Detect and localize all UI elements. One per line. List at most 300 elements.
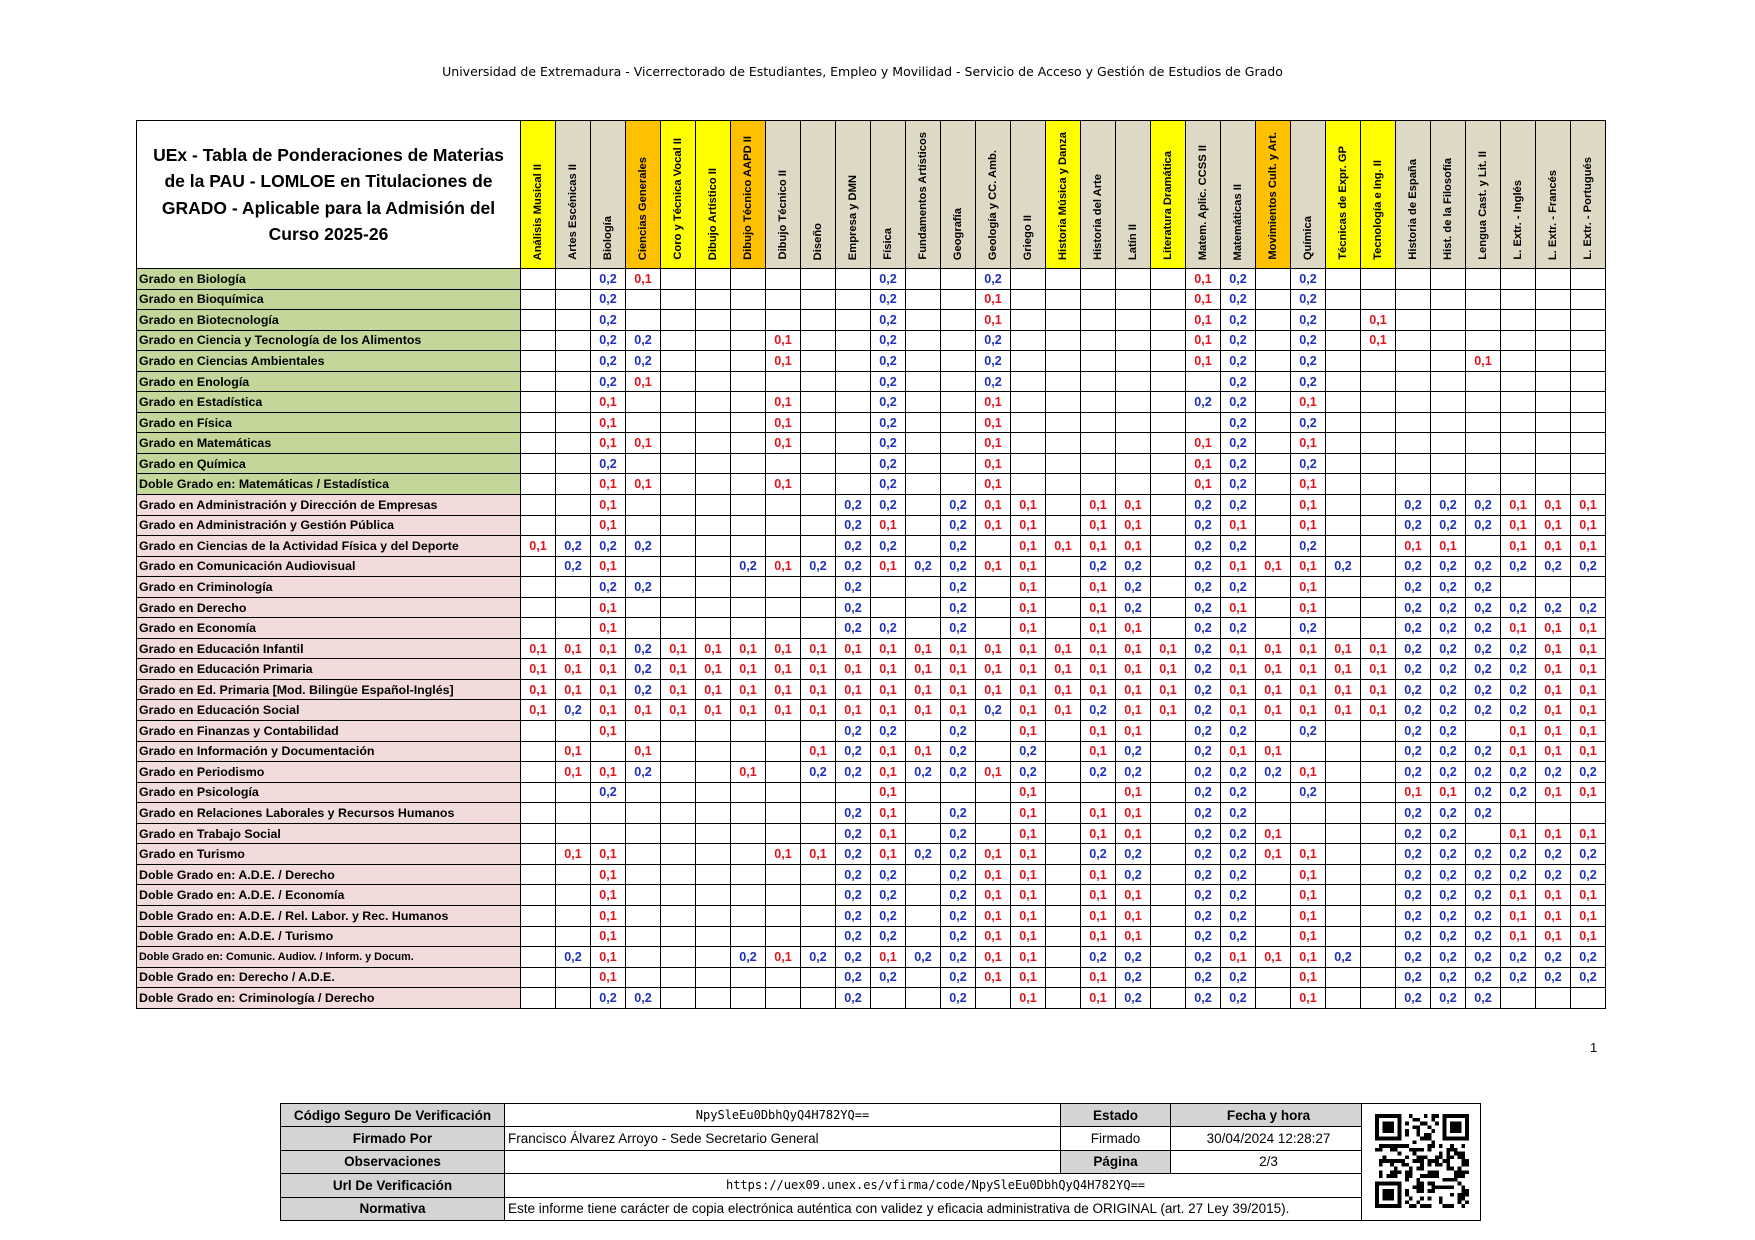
weight-cell xyxy=(766,310,801,331)
weight-cell xyxy=(1326,536,1361,557)
subject-header-label: Geología y CC. Amb. xyxy=(987,149,999,260)
table-row xyxy=(137,371,1606,392)
weight-cell: 0,1 xyxy=(766,556,801,577)
weight-cell xyxy=(1326,310,1361,331)
weight-cell xyxy=(1571,392,1606,413)
weight-cell: 0,2 xyxy=(1186,926,1221,947)
weight-cell: 0,1 xyxy=(1501,905,1536,926)
weight-cell xyxy=(1361,556,1396,577)
weight-cell: 0,2 xyxy=(1396,618,1431,639)
weight-cell xyxy=(731,741,766,762)
verification-url[interactable]: https://uex09.unex.es/vfirma/code/NpySleEu0DbhQyQ4H782YQ== xyxy=(505,1174,1367,1197)
weight-cell xyxy=(1361,864,1396,885)
weight-cell xyxy=(1046,741,1081,762)
weight-cell: 0,2 xyxy=(1291,269,1326,290)
weight-cell xyxy=(556,412,591,433)
degree-name: Doble Grado en: A.D.E. / Derecho xyxy=(137,864,521,885)
weight-cell xyxy=(731,412,766,433)
weight-cell xyxy=(906,330,941,351)
weight-cell: 0,2 xyxy=(1466,597,1501,618)
table-row xyxy=(137,351,1606,372)
weight-cell: 0,2 xyxy=(626,679,661,700)
table-row xyxy=(137,803,1606,824)
weight-cell xyxy=(906,988,941,1009)
weight-cell: 0,2 xyxy=(1396,885,1431,906)
weight-cell: 0,1 xyxy=(626,269,661,290)
weight-cell: 0,1 xyxy=(731,762,766,783)
weight-cell xyxy=(696,988,731,1009)
weight-cell xyxy=(556,988,591,1009)
weight-cell: 0,2 xyxy=(941,515,976,536)
weight-cell xyxy=(731,536,766,557)
weight-cell xyxy=(906,392,941,413)
subject-header xyxy=(1256,121,1291,269)
weight-cell: 0,1 xyxy=(871,947,906,968)
weight-cell: 0,2 xyxy=(941,556,976,577)
weight-cell: 0,1 xyxy=(766,638,801,659)
weight-cell xyxy=(801,371,836,392)
weight-cell: 0,1 xyxy=(1571,926,1606,947)
weight-cell xyxy=(661,289,696,310)
weight-cell: 0,1 xyxy=(696,659,731,680)
weight-cell xyxy=(1361,371,1396,392)
weight-cell: 0,1 xyxy=(871,638,906,659)
weight-cell xyxy=(801,474,836,495)
weight-cell xyxy=(696,864,731,885)
weight-cell xyxy=(976,536,1011,557)
weight-cell xyxy=(1151,823,1186,844)
weight-cell xyxy=(1501,330,1536,351)
weight-cell xyxy=(1011,269,1046,290)
weight-cell: 0,2 xyxy=(871,495,906,516)
weight-cell xyxy=(1046,453,1081,474)
weight-cell xyxy=(906,967,941,988)
weight-cell xyxy=(1466,823,1501,844)
weight-cell xyxy=(731,782,766,803)
weight-cell xyxy=(1501,371,1536,392)
weight-cell: 0,1 xyxy=(1011,700,1046,721)
csv-value: NpySleEu0DbhQyQ4H782YQ== xyxy=(505,1104,1061,1127)
weight-cell: 0,1 xyxy=(1571,638,1606,659)
weight-cell: 0,1 xyxy=(1081,823,1116,844)
weight-cell xyxy=(661,885,696,906)
weight-cell: 0,1 xyxy=(591,556,626,577)
weight-cell: 0,1 xyxy=(976,947,1011,968)
weight-cell: 0,2 xyxy=(906,947,941,968)
weight-cell xyxy=(556,782,591,803)
weight-cell: 0,2 xyxy=(836,721,871,742)
table-row xyxy=(137,536,1606,557)
weight-cell: 0,1 xyxy=(591,433,626,454)
weight-cell: 0,2 xyxy=(1291,330,1326,351)
weight-cell xyxy=(1256,536,1291,557)
weight-cell: 0,1 xyxy=(1081,679,1116,700)
weight-cell xyxy=(766,905,801,926)
weight-cell xyxy=(906,782,941,803)
weight-cell xyxy=(1361,495,1396,516)
weight-cell xyxy=(521,597,556,618)
weight-cell: 0,2 xyxy=(1466,988,1501,1009)
weight-cell: 0,1 xyxy=(1536,823,1571,844)
observaciones-label: Observaciones xyxy=(281,1150,505,1173)
weight-cell xyxy=(871,988,906,1009)
subject-header-label: Dibujo Técnico II xyxy=(777,170,789,260)
weight-cell: 0,2 xyxy=(1186,803,1221,824)
weight-cell xyxy=(1466,392,1501,413)
weight-cell: 0,2 xyxy=(941,721,976,742)
weight-cell xyxy=(1151,618,1186,639)
weight-cell xyxy=(906,495,941,516)
weight-cell xyxy=(906,536,941,557)
weight-cell: 0,2 xyxy=(941,864,976,885)
weight-cell xyxy=(1046,844,1081,865)
weight-cell: 0,2 xyxy=(1396,844,1431,865)
weight-cell: 0,1 xyxy=(1291,556,1326,577)
weight-cell xyxy=(661,453,696,474)
weight-cell: 0,2 xyxy=(1536,864,1571,885)
weight-cell: 0,1 xyxy=(871,741,906,762)
weight-cell: 0,2 xyxy=(1536,967,1571,988)
weight-cell: 0,2 xyxy=(1291,721,1326,742)
weight-cell xyxy=(1081,330,1116,351)
weight-cell xyxy=(1466,536,1501,557)
fecha-value: 30/04/2024 12:28:27 xyxy=(1171,1127,1367,1150)
weight-cell: 0,2 xyxy=(871,330,906,351)
weight-cell xyxy=(556,823,591,844)
subject-header xyxy=(1116,121,1151,269)
weight-cell: 0,2 xyxy=(1291,618,1326,639)
weight-cell: 0,1 xyxy=(1571,905,1606,926)
weight-cell: 0,1 xyxy=(801,700,836,721)
weight-cell xyxy=(731,885,766,906)
weight-cell xyxy=(1396,392,1431,413)
weight-cell: 0,1 xyxy=(1536,679,1571,700)
weight-cell xyxy=(1396,269,1431,290)
weight-cell xyxy=(696,371,731,392)
weight-cell xyxy=(1361,947,1396,968)
weight-cell: 0,2 xyxy=(1396,638,1431,659)
weight-cell: 0,1 xyxy=(1011,926,1046,947)
weight-cell: 0,1 xyxy=(1571,659,1606,680)
table-row xyxy=(137,823,1606,844)
weight-cell xyxy=(661,433,696,454)
weight-cell xyxy=(766,762,801,783)
weight-cell xyxy=(1256,803,1291,824)
weight-cell: 0,2 xyxy=(1396,762,1431,783)
weight-cell: 0,2 xyxy=(1326,556,1361,577)
weight-cell: 0,2 xyxy=(626,638,661,659)
weight-cell: 0,2 xyxy=(941,926,976,947)
weight-cell xyxy=(661,412,696,433)
weight-cell: 0,1 xyxy=(1361,310,1396,331)
weight-cell xyxy=(1151,803,1186,824)
weight-cell xyxy=(1431,412,1466,433)
weight-cell xyxy=(1501,803,1536,824)
weight-cell: 0,2 xyxy=(1396,823,1431,844)
weight-cell xyxy=(626,905,661,926)
weight-cell xyxy=(766,536,801,557)
weight-cell xyxy=(521,803,556,824)
weight-cell xyxy=(731,597,766,618)
weight-cell: 0,2 xyxy=(871,967,906,988)
weight-cell xyxy=(976,782,1011,803)
weight-cell: 0,2 xyxy=(1396,864,1431,885)
weight-cell: 0,1 xyxy=(1011,947,1046,968)
weight-cell xyxy=(941,289,976,310)
table-row xyxy=(137,577,1606,598)
weight-cell: 0,1 xyxy=(1011,782,1046,803)
weight-cell: 0,1 xyxy=(1361,659,1396,680)
weight-cell: 0,1 xyxy=(766,474,801,495)
weight-cell xyxy=(1571,289,1606,310)
weight-cell xyxy=(1536,269,1571,290)
weight-cell: 0,2 xyxy=(871,536,906,557)
weight-cell xyxy=(1011,474,1046,495)
weight-cell: 0,1 xyxy=(906,700,941,721)
weight-cell: 0,2 xyxy=(1431,947,1466,968)
weight-cell xyxy=(1081,433,1116,454)
weight-cell xyxy=(521,495,556,516)
weight-cell: 0,2 xyxy=(1571,762,1606,783)
degree-name: Grado en Economía xyxy=(137,618,521,639)
weight-cell xyxy=(521,453,556,474)
weight-cell xyxy=(976,618,1011,639)
url-label: Url De Verificación xyxy=(281,1174,505,1197)
weight-cell: 0,1 xyxy=(1536,618,1571,639)
weight-cell: 0,1 xyxy=(976,474,1011,495)
weight-cell xyxy=(1046,351,1081,372)
weight-cell: 0,1 xyxy=(1571,741,1606,762)
weight-cell: 0,1 xyxy=(1011,864,1046,885)
weight-cell xyxy=(801,782,836,803)
weight-cell xyxy=(1466,289,1501,310)
degree-name: Grado en Educación Social xyxy=(137,700,521,721)
weight-cell xyxy=(1431,351,1466,372)
weight-cell xyxy=(731,926,766,947)
weight-cell xyxy=(696,803,731,824)
weight-cell: 0,2 xyxy=(1501,782,1536,803)
weight-cell: 0,2 xyxy=(1116,597,1151,618)
weight-cell: 0,1 xyxy=(1291,885,1326,906)
table-title: UEx - Tabla de Ponderaciones de Materias de la PAU - LOMLOE en Titulaciones de GRADO - Aplicable para la Admisión del Curso 2025-26 xyxy=(137,121,521,269)
degree-name: Grado en Trabajo Social xyxy=(137,823,521,844)
weight-cell: 0,1 xyxy=(1571,700,1606,721)
weight-cell xyxy=(1326,885,1361,906)
weight-cell: 0,1 xyxy=(731,638,766,659)
weight-cell: 0,2 xyxy=(1221,844,1256,865)
table-row xyxy=(137,926,1606,947)
weight-cell: 0,1 xyxy=(1256,556,1291,577)
degree-name: Grado en Turismo xyxy=(137,844,521,865)
weight-cell xyxy=(1361,782,1396,803)
weight-cell: 0,2 xyxy=(941,988,976,1009)
weight-cell: 0,1 xyxy=(871,700,906,721)
weight-cell: 0,1 xyxy=(1186,453,1221,474)
weight-cell: 0,2 xyxy=(591,351,626,372)
weight-cell xyxy=(731,433,766,454)
subject-header-label: Fundamentos Artísticos xyxy=(917,132,929,260)
weight-cell xyxy=(731,392,766,413)
weight-cell xyxy=(521,310,556,331)
degree-name: Grado en Relaciones Laborales y Recursos Humanos xyxy=(137,803,521,824)
weight-cell xyxy=(1431,289,1466,310)
weight-cell xyxy=(626,926,661,947)
weight-cell xyxy=(1256,495,1291,516)
weight-cell: 0,1 xyxy=(1116,823,1151,844)
weight-cell xyxy=(1571,474,1606,495)
weight-cell: 0,1 xyxy=(976,844,1011,865)
weight-cell xyxy=(1011,433,1046,454)
weight-cell xyxy=(731,618,766,639)
weight-cell xyxy=(1151,762,1186,783)
table-row xyxy=(137,762,1606,783)
weight-cell xyxy=(1466,474,1501,495)
weight-cell xyxy=(1046,905,1081,926)
weight-cell: 0,1 xyxy=(591,392,626,413)
subject-header-label: Empresa y DMN xyxy=(847,174,859,260)
weight-cell xyxy=(731,495,766,516)
weight-cell xyxy=(906,803,941,824)
weight-cell xyxy=(626,782,661,803)
weight-cell: 0,2 xyxy=(1501,947,1536,968)
weight-cell: 0,2 xyxy=(1466,618,1501,639)
weight-cell: 0,2 xyxy=(871,618,906,639)
weight-cell: 0,2 xyxy=(1466,905,1501,926)
weight-cell: 0,1 xyxy=(1291,864,1326,885)
weight-cell: 0,2 xyxy=(591,371,626,392)
weight-cell: 0,1 xyxy=(871,515,906,536)
weight-cell xyxy=(696,885,731,906)
weight-cell xyxy=(521,844,556,865)
weight-cell: 0,1 xyxy=(1501,741,1536,762)
weight-cell: 0,2 xyxy=(1221,433,1256,454)
weight-cell: 0,1 xyxy=(871,556,906,577)
weight-cell: 0,1 xyxy=(1186,433,1221,454)
weight-cell: 0,2 xyxy=(1116,556,1151,577)
degree-name: Grado en Educación Primaria xyxy=(137,659,521,680)
weight-cell: 0,2 xyxy=(1221,721,1256,742)
weight-cell xyxy=(1151,926,1186,947)
weight-cell xyxy=(941,474,976,495)
fecha-label: Fecha y hora xyxy=(1171,1104,1367,1127)
table-row xyxy=(137,638,1606,659)
normativa-label: Normativa xyxy=(281,1197,505,1220)
weight-cell: 0,2 xyxy=(1431,495,1466,516)
weight-cell xyxy=(1326,433,1361,454)
weight-cell xyxy=(626,495,661,516)
weight-cell: 0,2 xyxy=(1011,762,1046,783)
weight-cell: 0,2 xyxy=(556,947,591,968)
weight-cell: 0,2 xyxy=(1221,330,1256,351)
weight-cell xyxy=(1256,433,1291,454)
weight-cell xyxy=(556,371,591,392)
weight-cell xyxy=(1081,351,1116,372)
weight-cell: 0,2 xyxy=(836,823,871,844)
table-row xyxy=(137,721,1606,742)
weight-cell: 0,2 xyxy=(1291,310,1326,331)
weight-cell xyxy=(1536,988,1571,1009)
weight-cell xyxy=(801,453,836,474)
weight-cell: 0,2 xyxy=(871,453,906,474)
observaciones-value xyxy=(505,1150,1061,1173)
weight-cell xyxy=(836,310,871,331)
weight-cell: 0,1 xyxy=(1046,536,1081,557)
weight-cell: 0,2 xyxy=(1116,967,1151,988)
weight-cell xyxy=(661,556,696,577)
weight-cell xyxy=(556,885,591,906)
weight-cell: 0,1 xyxy=(1221,700,1256,721)
table-row xyxy=(137,679,1606,700)
weight-cell: 0,1 xyxy=(976,638,1011,659)
weight-cell: 0,1 xyxy=(1361,330,1396,351)
weight-cell: 0,2 xyxy=(1571,844,1606,865)
page-header: Universidad de Extremadura - Vicerrectorado de Estudiantes, Empleo y Movilidad - Servicio de Acceso y Gestión de Estudios de Grado xyxy=(442,64,1283,79)
table-row xyxy=(137,967,1606,988)
weight-cell: 0,1 xyxy=(1186,351,1221,372)
weight-cell xyxy=(1116,453,1151,474)
weight-cell: 0,2 xyxy=(941,618,976,639)
weight-cell: 0,2 xyxy=(801,947,836,968)
weight-cell xyxy=(1151,577,1186,598)
weight-cell xyxy=(1151,269,1186,290)
weight-cell: 0,1 xyxy=(1571,679,1606,700)
weight-cell xyxy=(521,864,556,885)
weight-cell: 0,1 xyxy=(906,679,941,700)
table-row xyxy=(137,659,1606,680)
weight-cell xyxy=(1256,330,1291,351)
weight-cell: 0,1 xyxy=(1431,536,1466,557)
weight-cell xyxy=(801,905,836,926)
weight-cell: 0,1 xyxy=(871,659,906,680)
subject-header xyxy=(1291,121,1326,269)
weight-cell: 0,2 xyxy=(1081,762,1116,783)
weight-cell: 0,2 xyxy=(1186,844,1221,865)
weight-cell: 0,1 xyxy=(1291,988,1326,1009)
firmado-por-label: Firmado Por xyxy=(281,1127,505,1150)
weight-cell: 0,2 xyxy=(836,536,871,557)
weight-cell: 0,2 xyxy=(1186,659,1221,680)
degree-name: Grado en Biología xyxy=(137,269,521,290)
weight-cell: 0,2 xyxy=(591,289,626,310)
weight-cell: 0,2 xyxy=(1221,885,1256,906)
weight-cell xyxy=(661,721,696,742)
weight-cell: 0,2 xyxy=(1186,988,1221,1009)
weight-cell xyxy=(1256,967,1291,988)
weight-cell xyxy=(1256,885,1291,906)
table-row xyxy=(137,310,1606,331)
weight-cell xyxy=(1536,310,1571,331)
weight-cell xyxy=(1326,988,1361,1009)
weight-cell xyxy=(1431,330,1466,351)
subject-header-label: Historia Música y Danza xyxy=(1057,131,1069,260)
weight-cell: 0,1 xyxy=(976,433,1011,454)
weight-cell: 0,2 xyxy=(1431,577,1466,598)
weight-cell: 0,1 xyxy=(591,515,626,536)
weight-cell: 0,1 xyxy=(1116,885,1151,906)
weight-cell: 0,2 xyxy=(1466,885,1501,906)
weight-cell xyxy=(661,741,696,762)
weight-cell xyxy=(906,289,941,310)
weight-cell xyxy=(556,330,591,351)
weight-cell: 0,2 xyxy=(836,577,871,598)
weight-cell: 0,2 xyxy=(1466,803,1501,824)
weight-cell xyxy=(1151,721,1186,742)
weight-cell xyxy=(906,310,941,331)
degree-name: Grado en Ciencia y Tecnología de los Alimentos xyxy=(137,330,521,351)
weight-cell: 0,2 xyxy=(871,310,906,331)
weight-cell: 0,1 xyxy=(1046,659,1081,680)
weight-cell: 0,2 xyxy=(906,556,941,577)
